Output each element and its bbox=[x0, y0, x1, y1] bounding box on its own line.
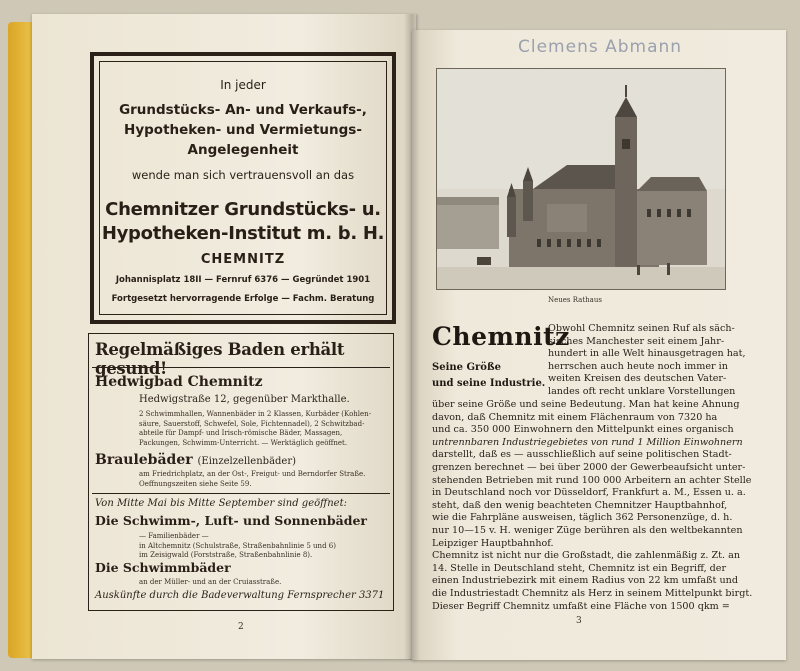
ad1-line7: Hypotheken-Institut m. b. H. bbox=[101, 223, 385, 244]
body-line: weiten Kreisen des deutschen Vater- bbox=[548, 373, 727, 385]
body-line: Dieser Begriff Chemnitz umfaßt eine Fläche von 1500 qkm = bbox=[432, 600, 730, 612]
ad1-city: CHEMNITZ bbox=[200, 252, 286, 267]
ad2-braulebaeder-suffix: (Einzelzellenbäder) bbox=[197, 456, 297, 467]
body-line: davon, daß Chemnitz mit einem Flächenraum von 7320 ha bbox=[432, 411, 718, 423]
ad2-divider bbox=[92, 367, 390, 368]
ad2-heading-braulebaeder bbox=[95, 452, 296, 468]
left-page-number: 2 bbox=[238, 622, 244, 632]
handwritten-signature: Clemens Abmann bbox=[518, 37, 683, 57]
real-estate-advertisement bbox=[90, 52, 396, 324]
ad1-tagline: Fortgesetzt hervorragende Erfolge — Fachm. Beratung bbox=[111, 294, 375, 304]
ad2-divider-2 bbox=[92, 493, 390, 494]
ad1-company bbox=[94, 198, 392, 246]
ad1-line5: wende man sich vertrauensvoll an das bbox=[131, 168, 355, 182]
body-line: hundert in alle Welt hinausgetragen hat, bbox=[548, 348, 746, 360]
ad1-heading bbox=[94, 100, 392, 160]
ad2-heading-swimming: Die Schwimmbäder bbox=[95, 560, 231, 575]
ad2-hedwigbad-text3: abteile für Dampf- und Irisch-römische Bäder, Massagen, bbox=[139, 429, 343, 437]
ad2-braulebaeder-text1: am Friedrichplatz, an der Ost-, Freigut- und Berndorfer Straße. bbox=[139, 470, 366, 478]
subtitle-line2: und seine Industrie. bbox=[432, 378, 546, 389]
body-line: herrschen auch heute noch immer in bbox=[548, 360, 728, 372]
body-line: untrennbaren Industriegebietes von rund 1 Million Einwohnern bbox=[432, 436, 743, 448]
subtitle-line1: Seine Größe bbox=[432, 362, 501, 373]
body-line: landes oft recht unklare Vorstellungen bbox=[548, 385, 736, 397]
body-line: 14. Stelle in Deutschland steht, Chemnitz ist ein Begriff, der bbox=[432, 562, 727, 574]
photo-caption: Neues Rathaus bbox=[548, 296, 602, 304]
ad2-braulebaeder-name: Braulebäder bbox=[95, 452, 193, 468]
ad1-address: Johannisplatz 18II — Fernruf 6376 — Gegründet 1901 bbox=[115, 275, 371, 285]
ad2-open-air-text1: — Familienbäder — bbox=[139, 532, 209, 540]
gutter-shadow bbox=[404, 14, 420, 660]
body-line: grenzen berechnet — bei über 2000 der Gewerbeaufsicht unter- bbox=[432, 461, 746, 473]
ad2-hedwigbad-text1: 2 Schwimmhallen, Wannenbäder in 2 Klassen, Kurbäder (Kohlen- bbox=[139, 410, 372, 418]
ad2-heading-hedwigbad: Hedwigbad Chemnitz bbox=[95, 374, 263, 390]
body-line: Chemnitz ist nicht nur die Großstadt, die zahlenmäßig z. Zt. an bbox=[432, 550, 741, 562]
chapter-subtitle bbox=[432, 360, 545, 392]
body-line: steht, daß den wenig beachteten Chemnitzer Hauptbahnhof, bbox=[432, 499, 728, 511]
ad2-hedwigbad-text2: säure, Sauerstoff, Schwefel, Sole, Fichtennadel), 2 Schwitzbad- bbox=[139, 419, 365, 428]
body-text-wide bbox=[432, 399, 752, 613]
ad1-line4: Angelegenheit bbox=[187, 142, 299, 158]
ad2-open-air-text3: im Zeisigwald (Forststraße, Straßenbahnlinie 8). bbox=[139, 551, 313, 559]
town-hall-photo bbox=[436, 68, 726, 290]
ad2-hedwigbad-text4: Packungen, Schwimm-Unterricht. — Werktäglich geöffnet. bbox=[139, 438, 348, 447]
body-line: darstellt, daß es — ausschließlich auf seine politischen Stadt- bbox=[432, 449, 732, 461]
chapter-title: Chemnitz bbox=[432, 322, 570, 351]
town-hall-illustration bbox=[437, 69, 725, 289]
bath-advertisement bbox=[88, 333, 394, 611]
ad2-braulebaeder-text2: Oeffnungszeiten siehe Seite 59. bbox=[139, 479, 252, 488]
ad2-hedwigbad-address: Hedwigstraße 12, gegenüber Markthalle. bbox=[139, 394, 350, 405]
body-line: nur 10—15 v. H. weniger Züge berühren als den weltbekannten bbox=[432, 524, 743, 536]
body-line: wie die Fahrpläne ausweisen, täglich 362 Personenzüge, d. h. bbox=[432, 512, 733, 524]
body-line: über seine Größe und seine Bedeutung. Man hat keine Ahnung bbox=[432, 399, 740, 410]
ad2-swimming-text: an der Müller- und an der Cruiasstraße. bbox=[139, 578, 282, 586]
ad1-line3: Hypotheken- und Vermietungs- bbox=[124, 122, 362, 138]
ad2-title: Regelmäßiges Baden erhält gesund! bbox=[95, 340, 345, 378]
ad2-open-air-text2: in Altchemnitz (Schulstraße, Straßenbahnlinie 5 und 6) bbox=[139, 541, 336, 550]
body-line: in Deutschland noch vor Düsseldorf, Frankfurt a. M., Essen u. a. bbox=[432, 487, 746, 499]
ad1-line6: Chemnitzer Grundstücks- u. bbox=[105, 199, 381, 220]
body-line: stehenden Betrieben mit rund 100 000 Arbeitern an achter Stelle bbox=[432, 474, 752, 486]
body-line: einen Industriebezirk mit einem Radius von 22 km umfaßt und bbox=[432, 575, 738, 587]
body-text-narrow bbox=[548, 323, 746, 399]
body-line: Obwohl Chemnitz seinen Ruf als säch- bbox=[548, 323, 735, 334]
body-line: Leipziger Hauptbahnhof. bbox=[432, 537, 554, 549]
ad2-contact-note: Auskünfte durch die Badeverwaltung Fernsprecher 3371 bbox=[95, 590, 385, 601]
body-line: die Industriestadt Chemnitz als Herz in seinem Mittelpunkt birgt. bbox=[432, 587, 753, 599]
body-line: und ca. 350 000 Einwohnern den Mittelpunkt eines organisch bbox=[432, 424, 734, 436]
ad2-heading-open-air: Die Schwimm-, Luft- und Sonnenbäder bbox=[95, 513, 368, 528]
ad2-season-note: Von Mitte Mai bis Mitte September sind geöffnet: bbox=[95, 498, 347, 509]
ad1-line1: In jeder bbox=[220, 78, 266, 92]
right-page-number: 3 bbox=[576, 616, 582, 626]
body-line: sisches Manchester seit einem Jahr- bbox=[548, 335, 725, 347]
ad1-line2: Grundstücks- An- und Verkaufs-, bbox=[119, 102, 367, 118]
